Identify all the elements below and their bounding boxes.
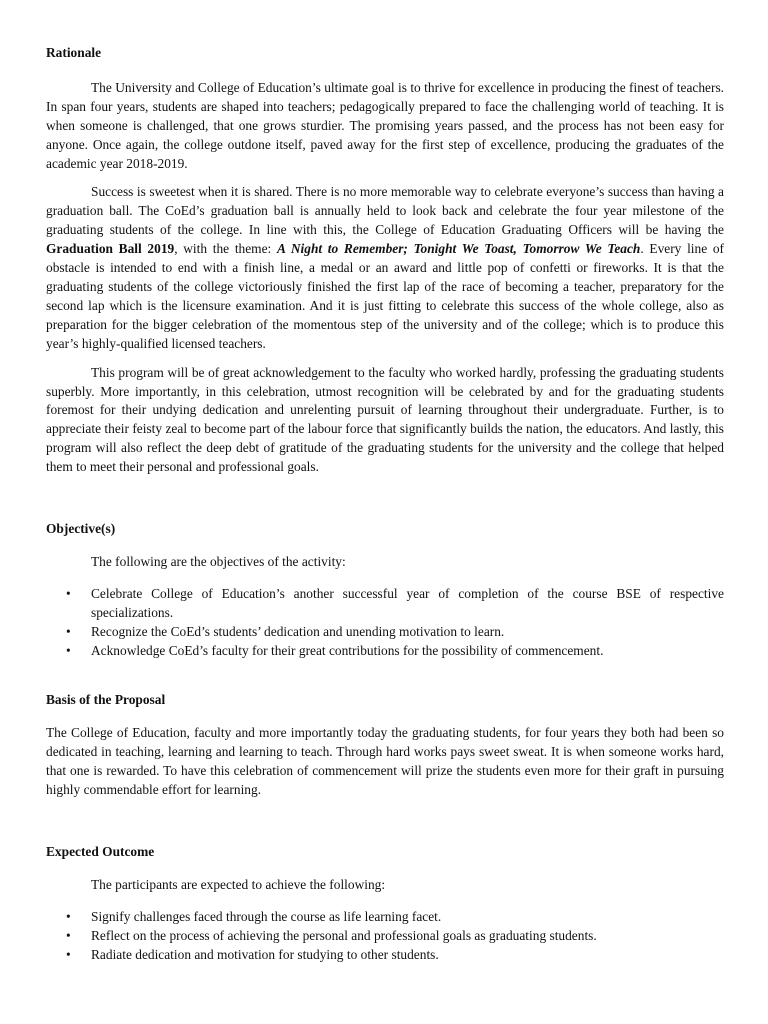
basis-section (46, 691, 724, 800)
outcome-text: Reflect on the process of achieving the personal and professional goals as graduating students. (91, 927, 597, 943)
outcome-heading: Expected Outcome (46, 844, 155, 859)
rationale-p2-text-a: Success is sweetest when it is shared. There is no more memorable way to celebrate everyone’s success than having a graduation ball. The CoEd’s graduation ball is annually held to look back and celebrate the four year milestone of the graduating students of the college. In line with this, the College of Education Graduating Officers will be having the (46, 184, 724, 238)
outcome-list (46, 908, 724, 965)
objectives-heading: Objective(s) (46, 521, 116, 537)
outcome-intro: The participants are expected to achieve the following: (91, 876, 386, 892)
bullet-icon: • (66, 946, 71, 962)
basis-paragraph: The College of Education, faculty and more importantly today the graduating students, for four years they both had been so dedicated in teaching, learning and learning to teach. Through hard works pays sweet sweat. It is when someone works hard, that one is rewarded. To have this celebration of commencement will prize the students even more for their graft in pursuing highly commendable effort for learning. (46, 725, 724, 798)
bullet-icon: • (66, 623, 71, 639)
basis-heading: Basis of the Proposal (46, 692, 166, 708)
objectives-list (46, 585, 724, 661)
list-item (46, 585, 724, 623)
rationale-paragraph-2 (46, 183, 724, 353)
list-item (46, 927, 724, 946)
objective-text: Celebrate College of Education’s another successful year of completion of the course BSE of respective specializations. (91, 585, 724, 620)
list-item (46, 623, 724, 642)
event-theme: A Night to Remember; Tonight We Toast, Tomorrow We Teach (276, 241, 641, 257)
outcome-text: Signify challenges faced through the course as life learning facet. (91, 908, 442, 924)
list-item (46, 946, 724, 965)
rationale-paragraph-1: The University and College of Education’s ultimate goal is to thrive for excellence in producing the finest of teachers. In span four years, students are shaped into teachers; pedagogically prepared to face the challenging world of teaching. It is when someone is challenged, that one grows sturdier. The promising years passed, and the process has not been easy for anyone. Once again, the college outdone itself, paved away for the first step of excellence, producing the graduates of the academic year 2018-2019. (46, 79, 724, 171)
bullet-icon: • (66, 585, 71, 601)
rationale-p2-text-b: , with the theme: (174, 241, 277, 257)
bullet-icon: • (66, 642, 71, 658)
outcome-text: Radiate dedication and motivation for studying to other students. (91, 946, 439, 962)
objectives-intro: The following are the objectives of the activity: (91, 553, 346, 569)
outcome-section (46, 843, 724, 965)
rationale-p2-text-c: . Every line of obstacle is intended to end with a finish line, a medal or an award and little pop of confetti or fireworks. It is that the graduating students of the college victoriously finished the first lap of the race of becoming a teacher, preparatory for the second lap which is the licensure examination. And it is just fitting to celebrate this success of the whole college, also as preparation for the bigger celebration of the momentous step of the university and of the college; which is to produce this year’s highly-qualified licensed teachers. (46, 241, 725, 351)
event-name: Graduation Ball 2019 (46, 241, 175, 257)
rationale-section (46, 44, 724, 477)
objectives-section (46, 520, 724, 660)
bullet-icon: • (66, 927, 71, 943)
rationale-paragraph-3: This program will be of great acknowledgement to the faculty who worked hardly, professing the graduating students superbly. More importantly, in this celebration, utmost recognition will be celebrated by and for the graduating students foremost for their undying dedication and unrelenting pursuit of learning throughout their undergraduate. Further, is to appreciate their feisty zeal to become part of the labour force that significantly builds the nation, the educators. And lastly, this program will also reflect the deep debt of gratitude of the graduating students for the university and the college that helped them to meet their personal and professional goals. (46, 364, 724, 475)
objective-text: Recognize the CoEd’s students’ dedication and unending motivation to learn. (91, 623, 505, 639)
list-item (46, 642, 724, 661)
bullet-icon: • (66, 908, 71, 924)
rationale-heading: Rationale (46, 45, 102, 60)
list-item (46, 908, 724, 927)
objective-text: Acknowledge CoEd’s faculty for their great contributions for the possibility of commencement. (91, 642, 604, 658)
